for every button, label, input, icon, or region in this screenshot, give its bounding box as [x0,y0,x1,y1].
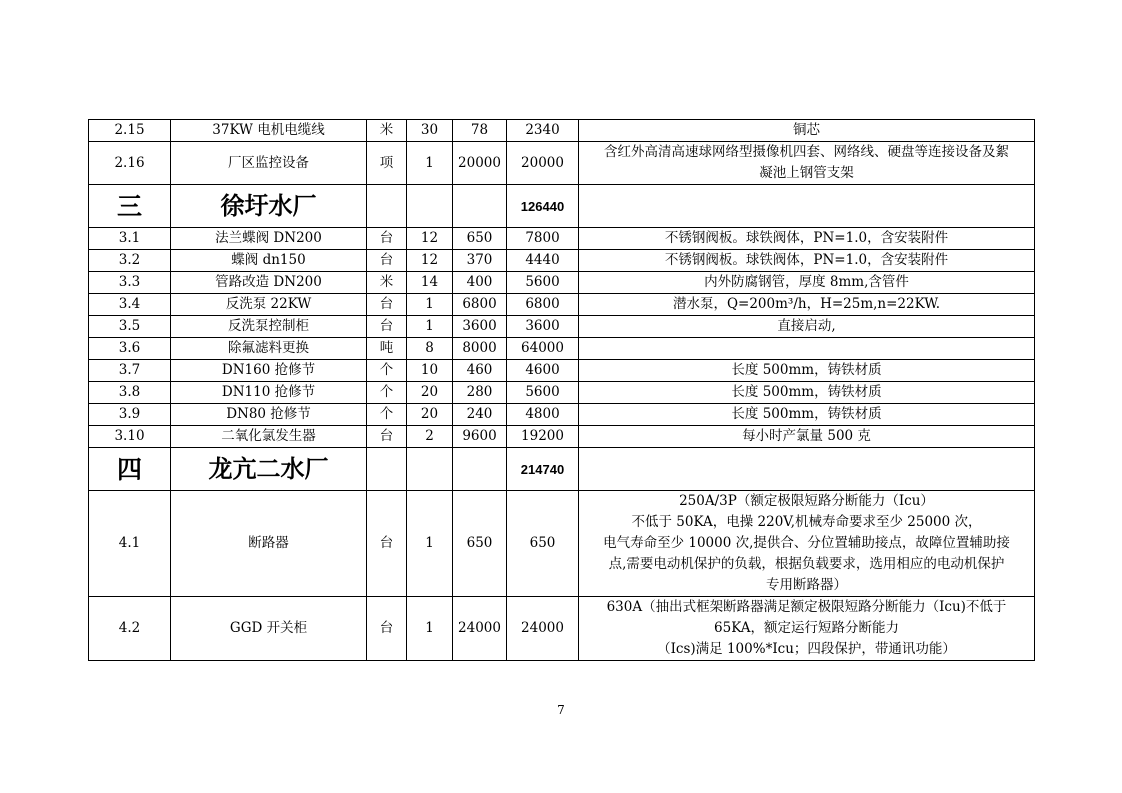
item-unit: 台 [367,316,407,338]
item-unit: 台 [367,597,407,661]
item-unit: 个 [367,382,407,404]
note-line: 长度 500mm，铸铁材质 [731,406,882,422]
note-line: 不锈钢阀板。球铁阀体，PN=1.0，含安装附件 [664,230,949,246]
table-row [89,426,1035,448]
item-note [579,228,1035,250]
section-total: 126440 [507,185,579,228]
item-name: 二氧化氯发生器 [171,426,367,448]
item-unit-price: 400 [453,272,507,294]
item-unit-price: 24000 [453,597,507,661]
empty-cell [453,448,507,491]
note-line: 65KA，额定运行短路分断能力 [714,620,899,636]
item-unit: 台 [367,250,407,272]
item-total: 64000 [507,338,579,360]
item-name: 厂区监控设备 [171,142,367,185]
item-unit: 台 [367,491,407,597]
table-row [89,404,1035,426]
item-quantity: 1 [407,597,453,661]
item-unit-price: 240 [453,404,507,426]
table-row [89,142,1035,185]
item-name: 除氟滤料更换 [171,338,367,360]
item-number: 3.4 [89,294,171,316]
item-quantity: 2 [407,426,453,448]
table-row [89,120,1035,142]
item-total: 19200 [507,426,579,448]
section-number: 三 [89,185,171,228]
item-name: DN110 抢修节 [171,382,367,404]
table-row [89,338,1035,360]
item-total: 4600 [507,360,579,382]
item-number: 3.1 [89,228,171,250]
item-total: 20000 [507,142,579,185]
note-line: 长度 500mm，铸铁材质 [731,362,882,378]
item-unit-price: 20000 [453,142,507,185]
note-line: 直接启动, [777,318,836,334]
item-number: 4.2 [89,597,171,661]
note-line: 630A（抽出式框架断路器满足额定极限短路分断能力（Icu)不低于 [606,599,1007,615]
item-name: 法兰蝶阀 DN200 [171,228,367,250]
item-note [579,404,1035,426]
item-name: DN80 抢修节 [171,404,367,426]
item-quantity: 30 [407,120,453,142]
table-body [89,120,1035,661]
section-total: 214740 [507,448,579,491]
item-note [579,382,1035,404]
empty-cell [367,185,407,228]
item-unit: 个 [367,404,407,426]
item-name: 37KW 电机电缆线 [171,120,367,142]
item-name: DN160 抢修节 [171,360,367,382]
item-total: 24000 [507,597,579,661]
item-total: 5600 [507,382,579,404]
table-row [89,597,1035,661]
item-quantity: 1 [407,142,453,185]
table-row [89,272,1035,294]
item-unit-price: 8000 [453,338,507,360]
table-row [89,250,1035,272]
item-quantity: 20 [407,404,453,426]
item-note [579,597,1035,661]
item-unit: 项 [367,142,407,185]
item-quantity: 20 [407,382,453,404]
item-quantity: 14 [407,272,453,294]
item-total: 7800 [507,228,579,250]
item-note [579,272,1035,294]
empty-cell [407,185,453,228]
item-total: 4800 [507,404,579,426]
note-line: 铜芯 [793,122,820,138]
item-name: 反洗泵控制柜 [171,316,367,338]
note-line: 点,需要电动机保护的负载，根据负载要求，选用相应的电动机保护 [608,556,1005,572]
table-row [89,360,1035,382]
table-row [89,382,1035,404]
section-row [89,185,1035,228]
item-number: 3.6 [89,338,171,360]
item-number: 2.15 [89,120,171,142]
item-total: 6800 [507,294,579,316]
item-name: 断路器 [171,491,367,597]
item-unit-price: 9600 [453,426,507,448]
item-number: 3.7 [89,360,171,382]
note-line: （Ics)满足 100%*Icu；四段保护，带通讯功能） [657,641,956,657]
item-unit: 个 [367,360,407,382]
item-number: 3.8 [89,382,171,404]
item-number: 3.3 [89,272,171,294]
item-number: 3.10 [89,426,171,448]
item-quantity: 12 [407,250,453,272]
note-line: 不锈钢阀板。球铁阀体，PN=1.0，含安装附件 [664,252,949,268]
item-note [579,491,1035,597]
item-unit: 台 [367,228,407,250]
item-unit: 台 [367,294,407,316]
note-line: 凝池上钢管支架 [759,165,854,181]
item-number: 2.16 [89,142,171,185]
equipment-table [88,119,1035,661]
item-name: GGD 开关柜 [171,597,367,661]
item-note [579,250,1035,272]
empty-cell [579,185,1035,228]
item-unit-price: 6800 [453,294,507,316]
item-quantity: 12 [407,228,453,250]
item-unit-price: 460 [453,360,507,382]
item-unit: 吨 [367,338,407,360]
item-unit-price: 280 [453,382,507,404]
item-total: 4440 [507,250,579,272]
item-note [579,142,1035,185]
item-total: 650 [507,491,579,597]
item-total: 5600 [507,272,579,294]
item-quantity: 8 [407,338,453,360]
section-title: 龙亢二水厂 [171,448,367,491]
item-unit: 米 [367,120,407,142]
note-line: 电气寿命至少 10000 次,提供合、分位置辅助接点，故障位置辅助接 [603,535,1010,551]
item-number: 3.5 [89,316,171,338]
item-number: 3.2 [89,250,171,272]
note-line: 潜水泵，Q=200m³/h，H=25m,n=22KW. [672,296,941,312]
item-note [579,338,1035,360]
item-quantity: 10 [407,360,453,382]
note-line: 每小时产氯量 500 克 [742,428,871,444]
section-title: 徐圩水厂 [171,185,367,228]
item-unit: 台 [367,426,407,448]
item-unit-price: 370 [453,250,507,272]
table-row [89,294,1035,316]
item-note [579,120,1035,142]
item-unit-price: 650 [453,228,507,250]
item-name: 管路改造 DN200 [171,272,367,294]
item-note [579,360,1035,382]
item-note [579,316,1035,338]
item-number: 4.1 [89,491,171,597]
empty-cell [367,448,407,491]
empty-cell [407,448,453,491]
section-number: 四 [89,448,171,491]
empty-cell [453,185,507,228]
note-line: 不低于 50KA，电操 220V,机械寿命要求至少 25000 次， [631,514,982,530]
item-quantity: 1 [407,294,453,316]
item-unit-price: 3600 [453,316,507,338]
item-total: 3600 [507,316,579,338]
item-unit-price: 78 [453,120,507,142]
item-unit: 米 [367,272,407,294]
item-name: 蝶阀 dn150 [171,250,367,272]
empty-cell [579,448,1035,491]
item-name: 反洗泵 22KW [171,294,367,316]
item-quantity: 1 [407,316,453,338]
note-line: 长度 500mm，铸铁材质 [731,384,882,400]
table-row [89,228,1035,250]
item-number: 3.9 [89,404,171,426]
item-note [579,426,1035,448]
note-line: 250A/3P（额定极限短路分断能力（Icu） [679,493,934,509]
item-quantity: 1 [407,491,453,597]
item-note [579,294,1035,316]
item-total: 2340 [507,120,579,142]
table-row [89,316,1035,338]
note-line: 含红外高清高速球网络型摄像机四套、网络线、硬盘等连接设备及絮 [604,144,1009,160]
section-row [89,448,1035,491]
note-line: 内外防腐钢管，厚度 8mm,含管件 [704,274,909,290]
item-unit-price: 650 [453,491,507,597]
table-row [89,491,1035,597]
note-line: 专用断路器） [766,577,847,593]
page-number: 7 [557,703,565,717]
